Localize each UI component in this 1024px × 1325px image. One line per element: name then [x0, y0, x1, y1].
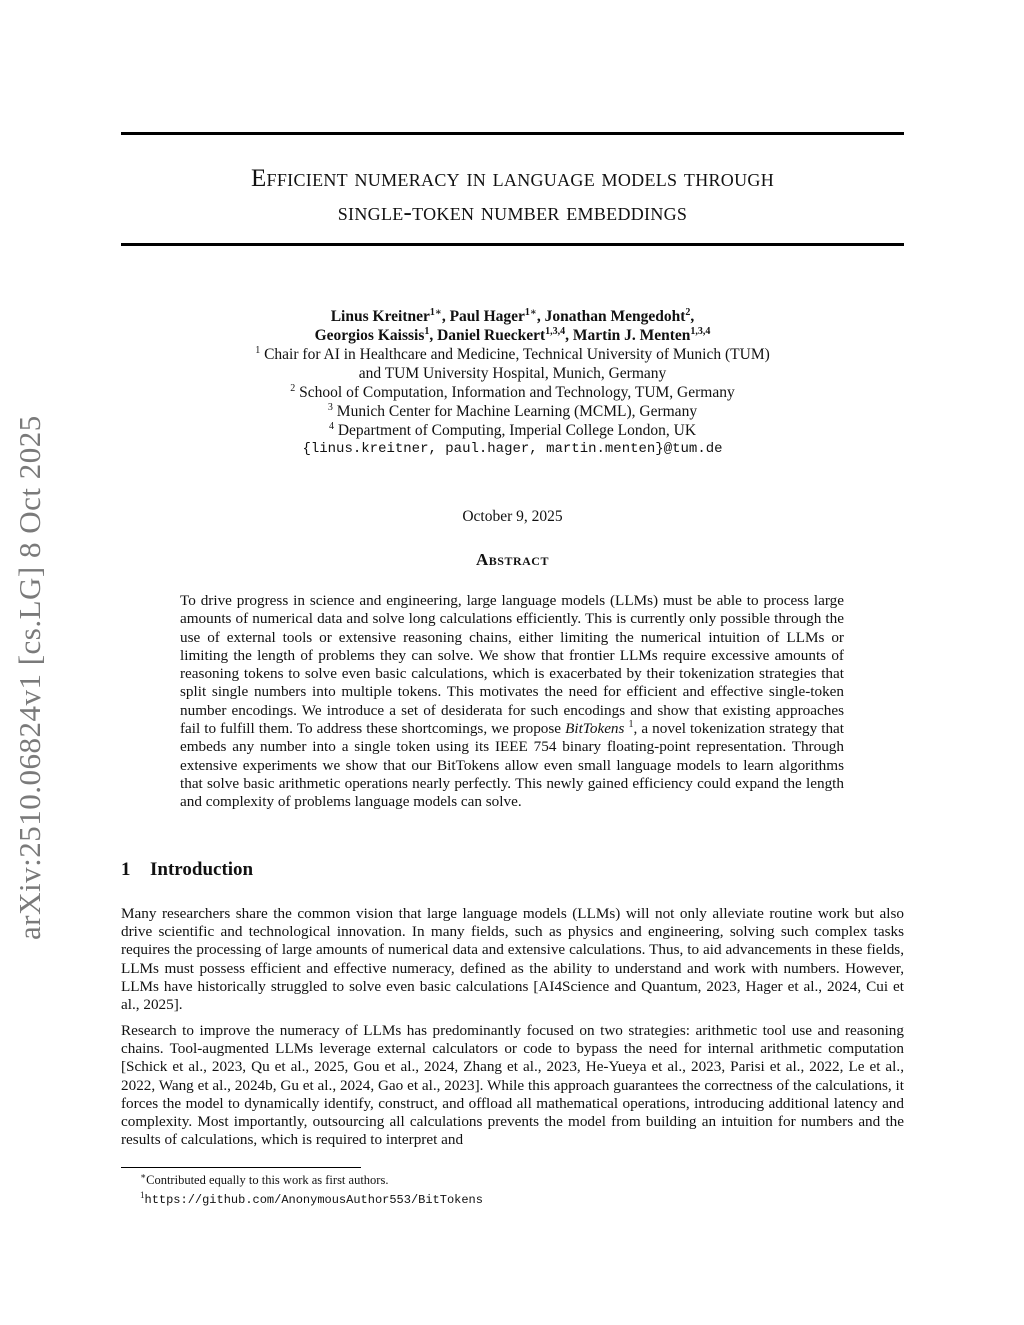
author-name: Linus Kreitner — [330, 308, 430, 325]
author-affiliation-mark: 1∗ — [524, 306, 537, 318]
affiliation-3: $^3$ Munich Center for Machine Learning (MCML), Germany — [327, 401, 698, 420]
author-name: Daniel Rueckert — [437, 327, 546, 344]
author-line-2: Georgios Kaissis$^1$, Daniel Rueckert$^{1,3,4}$, Martin J. Menten$^{1,3,4}$ — [314, 325, 711, 344]
author-emails: {linus.kreitner, paul.hager, martin.menten}@tum.de — [302, 441, 723, 457]
author-affiliation-mark: 1,3,4 — [545, 325, 566, 337]
author-name: Jonathan Mengedoht — [544, 308, 686, 325]
title-line-2: single-token number embeddings — [337, 199, 688, 226]
publication-date: October 9, 2025 — [462, 508, 563, 525]
bittokens-emphasis: BitTokens — [565, 720, 625, 738]
author-affiliation-mark: 1,3,4 — [690, 325, 711, 337]
author-affiliation-mark: 2 — [685, 306, 691, 318]
affiliation-4: $^4$ Department of Computing, Imperial College London, UK — [328, 420, 697, 439]
footnote-reference-1: 1 — [628, 719, 634, 731]
author-line-1: Linus Kreitner$^{1∗}$, Paul Hager$^{1∗}$, Jonathan Mengedoht$^2$, — [330, 306, 695, 325]
author-affiliation-mark: 1∗ — [429, 306, 442, 318]
intro-paragraph-2: Research to improve the numeracy of LLMs has predominantly focused on two strategies: arithmetic tool use and reasoning chains. Tool-augmented LLMs leverage external calculators or code to bypass the need for internal arithmetic computation [Schick et al., 2023, Qu et al., 2025, Gou et al., 2024, Zhang et al., 2023, He-Yueya et al., 2023, Parisi et al., 2022, Le et al., 2022, Wang et al., 2024b, Gu et al., 2024, Gao et al., 2023]. While this approach guarantees the correctness of the calculations, it forces the model to dynamically identify, construct, and offload all mathematical operations, introducing additional latency and complexity. Most importantly, outsourcing all calculations prevents the model from building an intuition for numbers and the results of calculations, which is required to interpret and — [121, 1022, 904, 1149]
section-number: 1 — [121, 859, 131, 880]
abstract-text: To drive progress in science and engineering, large language models (LLMs) must be able to process large amounts of numerical data and solve long calculations efficiently. This is currently only possible through the use of external tools or extensive reasoning chains, either limiting the numerical intuition of LLMs or limiting the length of problems they can solve. We show that frontier LLMs require excessive amounts of reasoning tokens to solve even basic calculations, which is exacerbated by their tokenization strategies that split single numbers into multiple tokens. This motivates the need for efficient and effective single-token number encodings. We introduce a set of desiderata for such encodings and show that existing approaches fail to fulfill them. To address these shortcomings, we propose BitTokens $^1$, a novel tokenization strategy that embeds any number into a single token using its IEEE 754 binary floating-point representation. Through extensive experiments we show that our BitTokens allow even small language models to learn algorithms that solve basic arithmetic operations nearly perfectly. This newly gained efficiency could expand the length and complexity of problems language models can solve. — [180, 592, 844, 811]
paper-title — [121, 162, 904, 230]
footnote-github-link: $^1$https://github.com/AnonymousAuthor553/BitTokens — [140, 1189, 483, 1207]
affiliation-1: $^1$ Chair for AI in Healthcare and Medicine, Technical University of Munich (TUM) — [255, 344, 770, 363]
title-line-1: Efficient numeracy in language models through — [250, 165, 774, 192]
abstract-heading: Abstract — [476, 550, 549, 569]
author-name: Georgios Kaissis — [314, 327, 425, 344]
footnote-equal-contribution: ∗Contributed equally to this work as first authors. — [140, 1170, 389, 1187]
intro-paragraph-1: Many researchers share the common vision that large language models (LLMs) will not only alleviate routine work but also drive scientific and technological innovation. In many fields, such as physics and engineering, solving such complex tasks requires the processing of large amounts of numerical data and extensive calculations. Thus, to aid advancements in these fields, LLMs must possess efficient and effective numeracy, defined as the ability to understand and work with numbers. However, LLMs have historically struggled to solve even basic calculations [AI4Science and Quantum, 2023, Hager et al., 2024, Cui et al., 2025]. — [121, 905, 904, 1014]
author-affiliation-mark: 1 — [424, 325, 430, 337]
github-url-link[interactable]: https://github.com/AnonymousAuthor553/BitTokens — [144, 1193, 483, 1207]
author-name: Martin J. Menten — [572, 327, 691, 344]
affiliation-2: $^2$ School of Computation, Information and Technology, TUM, Germany — [290, 382, 735, 401]
affiliation-1-continued: and TUM University Hospital, Munich, Germany — [358, 365, 667, 382]
author-name: Paul Hager — [449, 308, 525, 325]
title-rule-bottom — [121, 243, 904, 246]
arxiv-identifier-stamp: arXiv:2510.06824v1 [cs.LG] 8 Oct 2025 — [12, 415, 47, 940]
section-heading-introduction — [121, 859, 253, 881]
section-title: Introduction — [150, 859, 254, 880]
footnote-rule — [121, 1167, 361, 1168]
author-block — [121, 307, 904, 459]
title-rule-top — [121, 132, 904, 135]
